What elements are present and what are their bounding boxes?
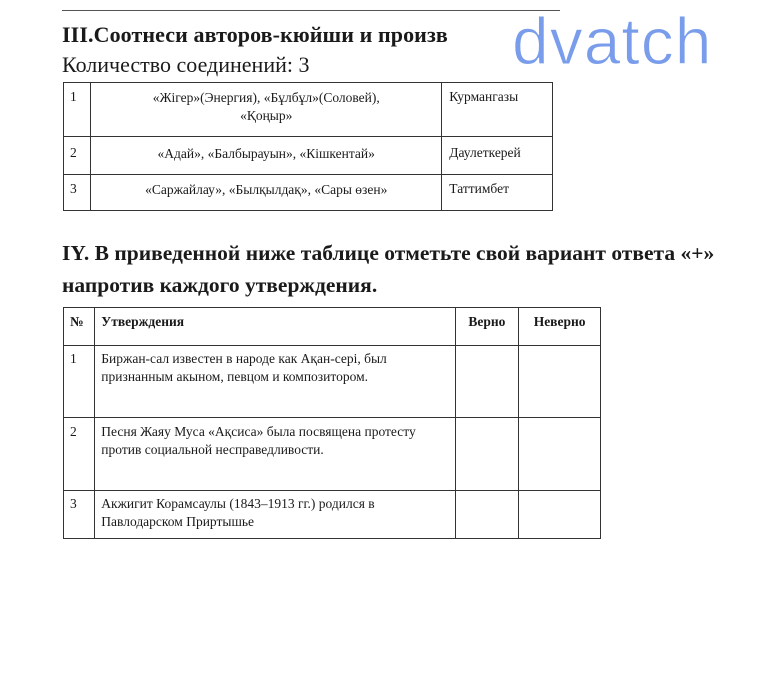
statement-cell: Биржан-сал известен в народе как Ақан-серi, был признанным акыном, певцом и композитором. <box>95 346 455 418</box>
statement-cell: Песня Жаяу Муса «Ақсиса» была посвящена протесту против социальной несправедливости. <box>95 418 455 491</box>
false-answer-cell[interactable] <box>519 491 601 539</box>
works-cell <box>91 175 442 211</box>
true-answer-cell[interactable] <box>455 491 519 539</box>
author-cell: Таттимбет <box>442 175 553 211</box>
header-number: № <box>64 308 95 346</box>
true-answer-cell[interactable] <box>455 418 519 491</box>
section3-title: III.Соотнеси авторов-кюйши и произв <box>62 22 448 47</box>
works-line: «Адай», «Балбырауын», «Кішкентай» <box>157 146 375 161</box>
table-header-row <box>64 308 601 346</box>
section4-title: IY. В приведенной ниже таблице отметьте свой вариант ответа «+» напротив каждого утверждения. <box>62 241 715 297</box>
works-cell <box>91 83 442 137</box>
table-row <box>64 418 601 491</box>
table-row <box>64 83 553 137</box>
table-row <box>64 175 553 211</box>
table-row <box>64 137 553 175</box>
row-number: 1 <box>64 346 95 418</box>
statement-cell: Акжигит Корамсаулы (1843–1913 гг.) родился в Павлодарском Приртышье <box>95 491 455 539</box>
works-line: «Қоңыр» <box>240 108 293 123</box>
header-statement: Утверждения <box>95 308 455 346</box>
row-number: 3 <box>64 175 91 211</box>
matching-table <box>63 82 553 211</box>
false-answer-cell[interactable] <box>519 418 601 491</box>
works-cell <box>91 137 442 175</box>
author-cell: Курмангазы <box>442 83 553 137</box>
top-divider <box>62 10 560 11</box>
header-false: Неверно <box>519 308 601 346</box>
row-number: 1 <box>64 83 91 137</box>
row-number: 3 <box>64 491 95 539</box>
true-false-table <box>63 307 601 539</box>
works-line: «Жігер»(Энергия), «Бұлбұл»(Соловей), <box>152 90 380 105</box>
watermark-logo: dvatch <box>512 4 713 78</box>
row-number: 2 <box>64 137 91 175</box>
table-row <box>64 491 601 539</box>
true-answer-cell[interactable] <box>455 346 519 418</box>
works-line: «Саржайлау», «Былқылдақ», «Сары өзен» <box>145 182 388 197</box>
header-true: Верно <box>455 308 519 346</box>
false-answer-cell[interactable] <box>519 346 601 418</box>
row-number: 2 <box>64 418 95 491</box>
section3-subtitle: Количество соединений: 3 <box>62 52 310 77</box>
author-cell: Даулеткерей <box>442 137 553 175</box>
table-row <box>64 346 601 418</box>
